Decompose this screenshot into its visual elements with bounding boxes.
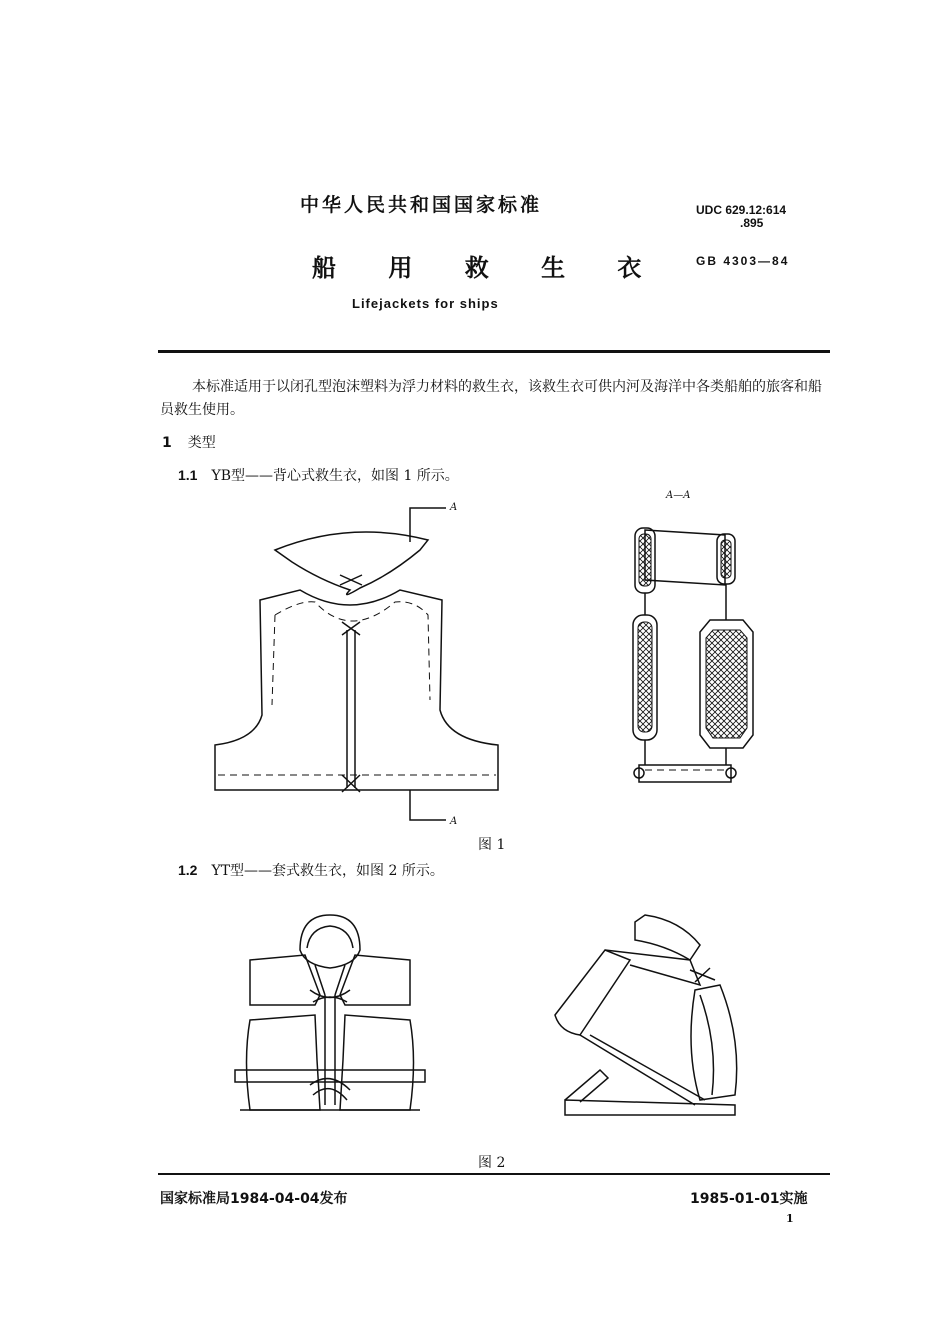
section-1-number: 1 — [162, 435, 172, 451]
udc-line-2: .895 — [740, 216, 764, 230]
subsection-1-2-number: 1.2 — [178, 862, 198, 878]
cut-label-top: A — [450, 502, 458, 513]
page-number: 1 — [786, 1212, 794, 1225]
udc-code — [696, 204, 786, 230]
section-label: A—A — [666, 490, 691, 501]
issue-date: 国家标准局1984-04-04发布 — [160, 1191, 348, 1207]
figure-2-caption: 图 2 — [478, 1155, 506, 1171]
document-title-cn: 船 用 救 生 衣 — [312, 254, 664, 282]
figure-2-front-drawing — [225, 910, 435, 1120]
footer-divider — [158, 1173, 830, 1175]
gb-code: GB 4303—84 — [696, 254, 790, 268]
subsection-1-1-text: YB型——背心式救生衣，如图 1 所示。 — [211, 468, 459, 484]
figure-1-section-drawing — [625, 520, 765, 790]
national-standard-heading: 中华人民共和国国家标准 — [300, 194, 543, 216]
section-1-title: 类型 — [187, 435, 216, 451]
effective-date: 1985-01-01实施 — [690, 1191, 808, 1207]
header-divider — [158, 350, 830, 353]
section-1-heading — [162, 432, 216, 452]
figure-1-caption: 图 1 — [478, 837, 506, 853]
document-title-en: Lifejackets for ships — [352, 296, 499, 311]
figure-1-vest-drawing — [200, 490, 520, 830]
intro-paragraph: 本标准适用于以闭孔型泡沫塑料为浮力材料的救生衣，该救生衣可供内河及海洋中各类船舶的旅客和船员救生使用。 — [160, 379, 822, 418]
udc-line-1: UDC 629.12:614 — [696, 203, 787, 217]
subsection-1-2 — [178, 860, 444, 880]
figure-2-side-drawing — [550, 910, 750, 1120]
subsection-1-1-number: 1.1 — [178, 467, 198, 483]
subsection-1-2-text: YT型——套式救生衣，如图 2 所示。 — [211, 863, 444, 879]
cut-label-bottom: A — [450, 816, 458, 827]
subsection-1-1 — [178, 465, 459, 485]
